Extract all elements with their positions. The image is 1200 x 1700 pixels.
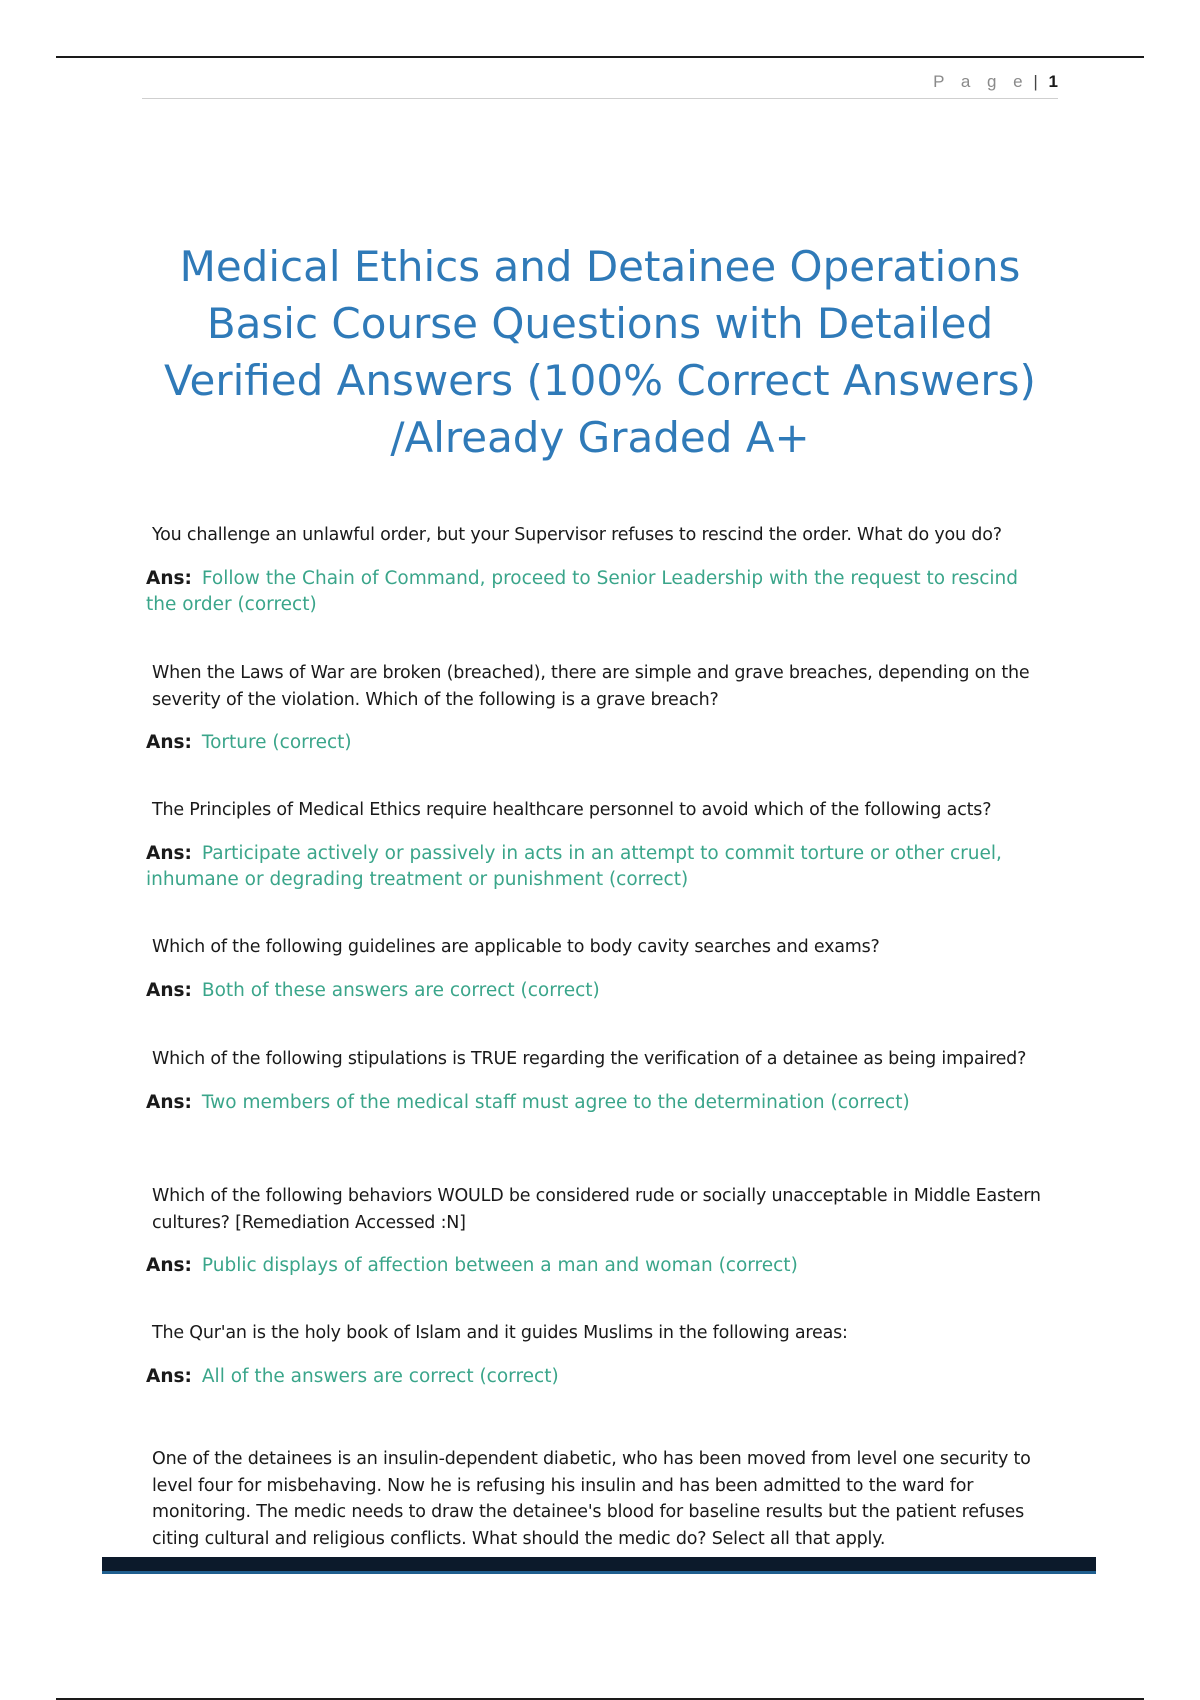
answer-text: Torture (correct) bbox=[201, 732, 352, 753]
answer-text: Both of these answers are correct (correct) bbox=[201, 979, 600, 1001]
page-number: 1 bbox=[1048, 72, 1058, 91]
top-rule bbox=[56, 56, 1144, 58]
answer bbox=[146, 1364, 1054, 1390]
qa-item bbox=[146, 522, 1054, 618]
question-text: The Principles of Medical Ethics require healthcare personnel to avoid which of the following acts? bbox=[152, 800, 992, 820]
answer-label: Ans: bbox=[146, 567, 192, 589]
question-text: You challenge an unlawful order, but your Supervisor refuses to rescind the order. What do you do? bbox=[152, 525, 1002, 545]
page-separator: | bbox=[1033, 72, 1038, 91]
document-title bbox=[120, 238, 1080, 466]
question-text: Which of the following guidelines are applicable to body cavity searches and exams? bbox=[152, 937, 880, 957]
title-line: /Already Graded A+ bbox=[390, 413, 810, 462]
answer-text: Two members of the medical staff must agree to the determination (correct) bbox=[201, 1091, 910, 1113]
answer bbox=[146, 1253, 1054, 1279]
page-header bbox=[142, 72, 1058, 99]
answer bbox=[146, 978, 1054, 1004]
title-line: Medical Ethics and Detainee Operations bbox=[179, 242, 1021, 291]
answer bbox=[146, 730, 1054, 756]
question-text: Which of the following stipulations is TRUE regarding the verification of a detainee as being impaired? bbox=[152, 1049, 1027, 1069]
answer-label: Ans: bbox=[146, 1255, 192, 1276]
question-text: Which of the following behaviors WOULD be considered rude or socially unacceptable in Middle Eastern cultures? [Remediation Accessed :N] bbox=[152, 1186, 1041, 1233]
qa-item bbox=[146, 1046, 1054, 1116]
answer-label: Ans: bbox=[146, 979, 192, 1001]
question-text: The Qur'an is the holy book of Islam and it guides Muslims in the following areas: bbox=[152, 1323, 848, 1343]
answer-label: Ans: bbox=[146, 842, 192, 864]
qa-item bbox=[146, 660, 1054, 756]
answer-text: Participate actively or passively in acts in an attempt to commit torture or other cruel, inhumane or degrading treatment or punishment (correct) bbox=[146, 842, 1002, 890]
question-text: When the Laws of War are broken (breached), there are simple and grave breaches, depending on the severity of the violation. Which of the following is a grave breach? bbox=[152, 663, 1030, 710]
qa-item bbox=[146, 797, 1054, 893]
answer-text: Follow the Chain of Command, proceed to Senior Leadership with the request to rescind the order (correct) bbox=[146, 567, 1018, 615]
question-text: One of the detainees is an insulin-dependent diabetic, who has been moved from level one security to level four for misbehaving. Now he is refusing his insulin and has been admitted to the ward for monitoring. The medic needs to draw the detainee's blood for baseline results but the patient refuses citing cultural and religious conflicts. What should the medic do? Select all that apply. bbox=[152, 1449, 1031, 1549]
qa-item bbox=[146, 1183, 1054, 1279]
answer-label: Ans: bbox=[146, 1365, 192, 1387]
qa-item bbox=[146, 1446, 1054, 1552]
page-label: P a g e bbox=[933, 72, 1029, 91]
qa-item bbox=[146, 934, 1054, 1004]
footer-bar bbox=[102, 1557, 1096, 1574]
title-line: Basic Course Questions with Detailed bbox=[206, 299, 994, 348]
answer bbox=[146, 841, 1054, 893]
answer bbox=[146, 566, 1054, 618]
answer bbox=[146, 1090, 1054, 1116]
answer-label: Ans: bbox=[146, 732, 192, 753]
title-line: Verified Answers (100% Correct Answers) bbox=[164, 356, 1036, 405]
answer-text: All of the answers are correct (correct) bbox=[201, 1365, 559, 1387]
answer-text: Public displays of affection between a man and woman (correct) bbox=[201, 1255, 798, 1276]
qa-item bbox=[146, 1320, 1054, 1390]
answer-label: Ans: bbox=[146, 1091, 192, 1113]
